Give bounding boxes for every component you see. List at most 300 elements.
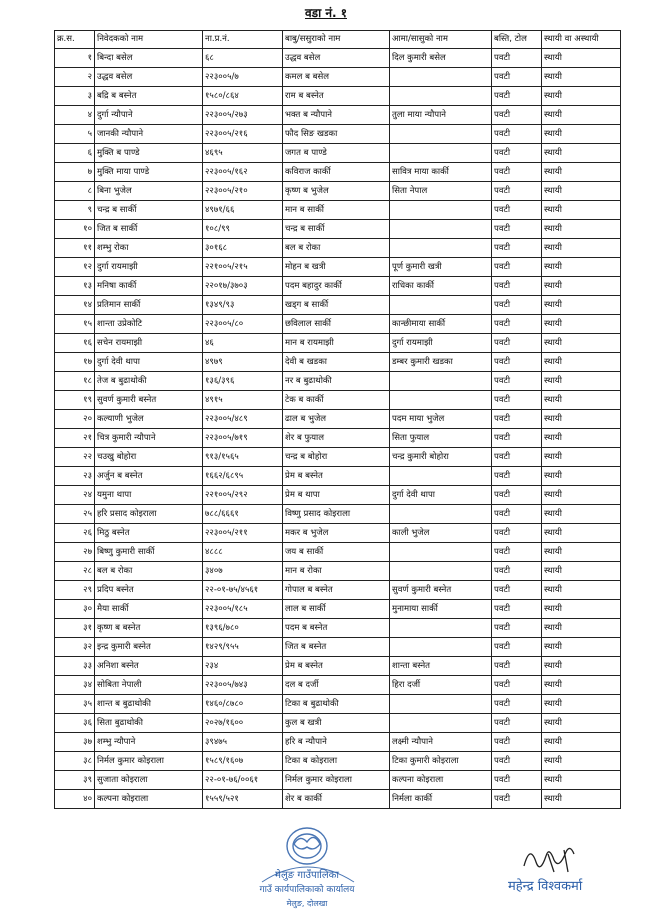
citizenship-no-cell: ४६९५ xyxy=(203,144,283,163)
citizenship-no-cell: २२३००५/७४३ xyxy=(203,676,283,695)
serial-cell: ३३ xyxy=(55,657,95,676)
serial-cell: २९ xyxy=(55,581,95,600)
residency-cell: स्थायी xyxy=(542,524,621,543)
table-row xyxy=(55,600,621,619)
table-row xyxy=(55,144,621,163)
serial-cell: १२ xyxy=(55,258,95,277)
applicant-name-cell: बद्रि ब बस्नेत xyxy=(95,87,203,106)
citizenship-no-cell: २२३००५/१८५ xyxy=(203,600,283,619)
header-settlement: बस्ति, टोल xyxy=(492,31,542,49)
table-row xyxy=(55,277,621,296)
table-row xyxy=(55,505,621,524)
serial-cell: ३९ xyxy=(55,771,95,790)
settlement-cell: पवटी xyxy=(492,258,542,277)
settlement-cell: पवटी xyxy=(492,752,542,771)
applicant-name-cell: बल ब रोका xyxy=(95,562,203,581)
residency-cell: स्थायी xyxy=(542,429,621,448)
settlement-cell: पवटी xyxy=(492,543,542,562)
settlement-cell: पवटी xyxy=(492,68,542,87)
table-row xyxy=(55,771,621,790)
applicant-name-cell: सोबिता नेपाली xyxy=(95,676,203,695)
mother-name-cell: सिता नेपाल xyxy=(390,182,492,201)
table-row xyxy=(55,619,621,638)
serial-cell: ३७ xyxy=(55,733,95,752)
father-name-cell: कृष्ण ब भुजेल xyxy=(283,182,390,201)
mother-name-cell xyxy=(390,467,492,486)
serial-cell: २३ xyxy=(55,467,95,486)
table-row xyxy=(55,106,621,125)
serial-cell: १५ xyxy=(55,315,95,334)
residency-cell: स्थायी xyxy=(542,790,621,809)
mother-name-cell xyxy=(390,505,492,524)
citizenship-no-cell: ४९७१/६६ xyxy=(203,201,283,220)
citizenship-no-cell: २२३००५/७१९ xyxy=(203,429,283,448)
settlement-cell: पवटी xyxy=(492,87,542,106)
mother-name-cell: शान्ता बस्नेत xyxy=(390,657,492,676)
citizenship-no-cell: २२०१७/३७०३ xyxy=(203,277,283,296)
settlement-cell: पवटी xyxy=(492,429,542,448)
applicant-name-cell: कृष्ण ब बस्नेत xyxy=(95,619,203,638)
citizenship-no-cell: २०२७/१६०० xyxy=(203,714,283,733)
applicant-name-cell: अर्जुन ब बस्नेत xyxy=(95,467,203,486)
citizenship-no-cell: ४८८८ xyxy=(203,543,283,562)
applicant-name-cell: सचेन रायमाझी xyxy=(95,334,203,353)
settlement-cell: पवटी xyxy=(492,391,542,410)
settlement-cell: पवटी xyxy=(492,296,542,315)
settlement-cell: पवटी xyxy=(492,334,542,353)
mother-name-cell: सिता फुयाल xyxy=(390,429,492,448)
father-name-cell: छविलाल सार्की xyxy=(283,315,390,334)
citizenship-no-cell: २२१००५/२१५ xyxy=(203,258,283,277)
table-row xyxy=(55,372,621,391)
serial-cell: २७ xyxy=(55,543,95,562)
father-name-cell: फौद सिङ खडका xyxy=(283,125,390,144)
mother-name-cell: लक्ष्मी न्यौपाने xyxy=(390,733,492,752)
table-row xyxy=(55,410,621,429)
mother-name-cell xyxy=(390,144,492,163)
signature-scribble xyxy=(504,836,624,906)
citizenship-no-cell: १५८९/१६०७ xyxy=(203,752,283,771)
applicant-name-cell: चउखु बोहोरा xyxy=(95,448,203,467)
mother-name-cell xyxy=(390,201,492,220)
table-row xyxy=(55,87,621,106)
father-name-cell: प्रेम ब बस्नेत xyxy=(283,467,390,486)
residency-cell: स्थायी xyxy=(542,125,621,144)
signatory-name: महेन्द्र विश्वकर्मा xyxy=(508,879,583,894)
ward-title: वडा नं. १ xyxy=(304,6,347,20)
father-name-cell: गोपाल ब बस्नेत xyxy=(283,581,390,600)
citizenship-no-cell: २२३००५/४८९ xyxy=(203,410,283,429)
applicant-name-cell: दुर्गा देवी थापा xyxy=(95,353,203,372)
mother-name-cell: सुवर्ण कुमारी बस्नेत xyxy=(390,581,492,600)
residency-cell: स्थायी xyxy=(542,448,621,467)
table-row xyxy=(55,676,621,695)
serial-cell: १३ xyxy=(55,277,95,296)
settlement-cell: पवटी xyxy=(492,676,542,695)
settlement-cell: पवटी xyxy=(492,125,542,144)
serial-cell: २५ xyxy=(55,505,95,524)
citizenship-no-cell: २२३००५/२१० xyxy=(203,182,283,201)
mother-name-cell xyxy=(390,125,492,144)
applicant-name-cell: तेज ब बुढाथोकी xyxy=(95,372,203,391)
father-name-cell: बल ब रोका xyxy=(283,239,390,258)
mother-name-cell xyxy=(390,239,492,258)
table-row xyxy=(55,429,621,448)
applicant-name-cell: सुजाता कोइराला xyxy=(95,771,203,790)
applicant-name-cell: मुक्ति माया पाण्डे xyxy=(95,163,203,182)
mother-name-cell xyxy=(390,619,492,638)
serial-cell: ३० xyxy=(55,600,95,619)
serial-cell: १८ xyxy=(55,372,95,391)
applicant-name-cell: सिता बुढाथोकी xyxy=(95,714,203,733)
residency-cell: स्थायी xyxy=(542,296,621,315)
table-row xyxy=(55,733,621,752)
residency-cell: स्थायी xyxy=(542,182,621,201)
residency-cell: स्थायी xyxy=(542,372,621,391)
applicant-name-cell: मैया सार्की xyxy=(95,600,203,619)
mother-name-cell: तुला माया न्यौपाने xyxy=(390,106,492,125)
settlement-cell: पवटी xyxy=(492,163,542,182)
citizenship-no-cell: १५८०/८६४ xyxy=(203,87,283,106)
father-name-cell: टिका ब कोइराला xyxy=(283,752,390,771)
citizenship-no-cell: २२३००५/७ xyxy=(203,68,283,87)
applicant-name-cell: हरि प्रसाद कोइराला xyxy=(95,505,203,524)
applicant-name-cell: जित ब सार्की xyxy=(95,220,203,239)
citizenship-no-cell: ३०१६८ xyxy=(203,239,283,258)
serial-cell: ३४ xyxy=(55,676,95,695)
table-row xyxy=(55,258,621,277)
serial-cell: ३२ xyxy=(55,638,95,657)
applicant-name-cell: यमुना थापा xyxy=(95,486,203,505)
citizenship-no-cell: १०८/९९ xyxy=(203,220,283,239)
applicant-name-cell: मिठु बस्नेत xyxy=(95,524,203,543)
serial-cell: २६ xyxy=(55,524,95,543)
settlement-cell: पवटी xyxy=(492,695,542,714)
serial-cell: २४ xyxy=(55,486,95,505)
father-name-cell: भक्त ब न्यौपाने xyxy=(283,106,390,125)
applicant-name-cell: शम्भु रोका xyxy=(95,239,203,258)
residency-cell: स्थायी xyxy=(542,695,621,714)
father-name-cell: शेर ब फुयाल xyxy=(283,429,390,448)
residency-cell: स्थायी xyxy=(542,505,621,524)
applicant-name-cell: प्रतिमान सार्की xyxy=(95,296,203,315)
father-name-cell: उद्धव बसेल xyxy=(283,49,390,68)
settlement-cell: पवटी xyxy=(492,106,542,125)
citizenship-no-cell: २२३००५/१६२ xyxy=(203,163,283,182)
table-row xyxy=(55,296,621,315)
table-row xyxy=(55,638,621,657)
mother-name-cell xyxy=(390,562,492,581)
mother-name-cell xyxy=(390,543,492,562)
father-name-cell: चन्द्र ब बोहोरा xyxy=(283,448,390,467)
serial-cell: ४० xyxy=(55,790,95,809)
settlement-cell: पवटी xyxy=(492,486,542,505)
father-name-cell: विष्णु प्रसाद कोइराला xyxy=(283,505,390,524)
mother-name-cell: कान्छीमाया सार्की xyxy=(390,315,492,334)
applicant-name-cell: कल्याणी भुजेल xyxy=(95,410,203,429)
table-row xyxy=(55,524,621,543)
serial-cell: ६ xyxy=(55,144,95,163)
father-name-cell: मान ब सार्की xyxy=(283,201,390,220)
settlement-cell: पवटी xyxy=(492,733,542,752)
settlement-cell: पवटी xyxy=(492,657,542,676)
residency-cell: स्थायी xyxy=(542,334,621,353)
citizenship-no-cell: १५५९/५२१ xyxy=(203,790,283,809)
serial-cell: १९ xyxy=(55,391,95,410)
father-name-cell: चन्द्र ब सार्की xyxy=(283,220,390,239)
table-row xyxy=(55,239,621,258)
settlement-cell: पवटी xyxy=(492,353,542,372)
serial-cell: ३१ xyxy=(55,619,95,638)
applicant-name-cell: प्रदिप बस्नेत xyxy=(95,581,203,600)
applicant-name-cell: अनिशा बस्नेत xyxy=(95,657,203,676)
settlement-cell: पवटी xyxy=(492,771,542,790)
residency-cell: स्थायी xyxy=(542,638,621,657)
citizenship-no-cell: २२३००५/२७३ xyxy=(203,106,283,125)
applicant-name-cell: दुर्गा रायमाझी xyxy=(95,258,203,277)
father-name-cell: राम ब बस्नेत xyxy=(283,87,390,106)
citizenship-no-cell: ३९४७५ xyxy=(203,733,283,752)
mother-name-cell xyxy=(390,638,492,657)
citizenship-no-cell: ३४०७ xyxy=(203,562,283,581)
father-name-cell: कुल ब खत्री xyxy=(283,714,390,733)
municipality-seal xyxy=(232,820,382,910)
applicant-name-cell: जानकी न्यौपाने xyxy=(95,125,203,144)
mother-name-cell: टिका कुमारी कोइराला xyxy=(390,752,492,771)
serial-cell: ३५ xyxy=(55,695,95,714)
mother-name-cell: चन्द्र कुमारी बोहोरा xyxy=(390,448,492,467)
father-name-cell: पदम बहादुर कार्की xyxy=(283,277,390,296)
table-row xyxy=(55,220,621,239)
serial-cell: २ xyxy=(55,68,95,87)
header-father-name: बाबु/ससुराको नाम xyxy=(283,31,390,49)
father-name-cell: मोहन ब खत्री xyxy=(283,258,390,277)
settlement-cell: पवटी xyxy=(492,182,542,201)
residency-cell: स्थायी xyxy=(542,106,621,125)
serial-cell: १ xyxy=(55,49,95,68)
settlement-cell: पवटी xyxy=(492,524,542,543)
settlement-cell: पवटी xyxy=(492,220,542,239)
residency-cell: स्थायी xyxy=(542,562,621,581)
settlement-cell: पवटी xyxy=(492,581,542,600)
table-row xyxy=(55,201,621,220)
residency-cell: स्थायी xyxy=(542,391,621,410)
header-residency: स्थायी वा अस्थायी xyxy=(542,31,621,49)
settlement-cell: पवटी xyxy=(492,467,542,486)
serial-cell: ३८ xyxy=(55,752,95,771)
residency-cell: स्थायी xyxy=(542,68,621,87)
applicant-table xyxy=(54,30,621,809)
settlement-cell: पवटी xyxy=(492,790,542,809)
table-row xyxy=(55,562,621,581)
residency-cell: स्थायी xyxy=(542,201,621,220)
citizenship-no-cell: २२३००५/२१६ xyxy=(203,125,283,144)
serial-cell: २८ xyxy=(55,562,95,581)
table-header-row xyxy=(55,31,621,49)
residency-cell: स्थायी xyxy=(542,315,621,334)
mother-name-cell xyxy=(390,220,492,239)
mother-name-cell xyxy=(390,68,492,87)
serial-cell: २१ xyxy=(55,429,95,448)
applicant-name-cell: बिना भुजेल xyxy=(95,182,203,201)
serial-cell: ३ xyxy=(55,87,95,106)
residency-cell: स्थायी xyxy=(542,619,621,638)
table-row xyxy=(55,752,621,771)
table-row xyxy=(55,486,621,505)
mother-name-cell xyxy=(390,87,492,106)
father-name-cell: खड्ग ब सार्की xyxy=(283,296,390,315)
serial-cell: २२ xyxy=(55,448,95,467)
father-name-cell: मान ब रायमाझी xyxy=(283,334,390,353)
father-name-cell: ढाल ब भुजेल xyxy=(283,410,390,429)
father-name-cell: जगत ब पाण्डे xyxy=(283,144,390,163)
applicant-name-cell: बिष्णु कुमारी सार्की xyxy=(95,543,203,562)
citizenship-no-cell: २२-०१-७६/००६१ xyxy=(203,771,283,790)
mother-name-cell: राधिका कार्की xyxy=(390,277,492,296)
father-name-cell: प्रेम ब बस्नेत xyxy=(283,657,390,676)
table-row xyxy=(55,353,621,372)
mother-name-cell: दिल कुमारी बसेल xyxy=(390,49,492,68)
header-serial: क्र.स. xyxy=(55,31,95,49)
father-name-cell: टिका ब बुढाथोकी xyxy=(283,695,390,714)
serial-cell: १४ xyxy=(55,296,95,315)
applicant-name-cell: चन्द्र ब सार्की xyxy=(95,201,203,220)
table-row xyxy=(55,163,621,182)
mother-name-cell: सावित्र माया कार्की xyxy=(390,163,492,182)
applicant-name-cell: मुक्ति ब पाण्डे xyxy=(95,144,203,163)
father-name-cell: मकर ब भुजेल xyxy=(283,524,390,543)
father-name-cell: देवी ब खडका xyxy=(283,353,390,372)
settlement-cell: पवटी xyxy=(492,49,542,68)
header-mother-name: आमा/सासुको नाम xyxy=(390,31,492,49)
residency-cell: स्थायी xyxy=(542,752,621,771)
residency-cell: स्थायी xyxy=(542,600,621,619)
citizenship-no-cell: १४२९/९५५ xyxy=(203,638,283,657)
father-name-cell: जय ब सार्की xyxy=(283,543,390,562)
residency-cell: स्थायी xyxy=(542,220,621,239)
father-name-cell: मान ब रोका xyxy=(283,562,390,581)
mother-name-cell: काली भुजेल xyxy=(390,524,492,543)
citizenship-no-cell: २२३००५/२११ xyxy=(203,524,283,543)
serial-cell: ९ xyxy=(55,201,95,220)
settlement-cell: पवटी xyxy=(492,448,542,467)
citizenship-no-cell: २२१००५/२९२ xyxy=(203,486,283,505)
father-name-cell: जित ब बस्नेत xyxy=(283,638,390,657)
table-row xyxy=(55,49,621,68)
residency-cell: स्थायी xyxy=(542,657,621,676)
settlement-cell: पवटी xyxy=(492,372,542,391)
settlement-cell: पवटी xyxy=(492,600,542,619)
settlement-cell: पवटी xyxy=(492,144,542,163)
citizenship-no-cell: १३६/३९६ xyxy=(203,372,283,391)
father-name-cell: लाल ब सार्की xyxy=(283,600,390,619)
citizenship-no-cell: ७८८/६६६१ xyxy=(203,505,283,524)
table-row xyxy=(55,543,621,562)
settlement-cell: पवटी xyxy=(492,410,542,429)
applicant-name-cell: शान्ता उप्रेकोटि xyxy=(95,315,203,334)
residency-cell: स्थायी xyxy=(542,581,621,600)
father-name-cell: नर ब बुढाथोकी xyxy=(283,372,390,391)
citizenship-no-cell: ४९७९ xyxy=(203,353,283,372)
residency-cell: स्थायी xyxy=(542,676,621,695)
table-row xyxy=(55,467,621,486)
residency-cell: स्थायी xyxy=(542,49,621,68)
applicant-name-cell: उद्धव बसेल xyxy=(95,68,203,87)
mother-name-cell xyxy=(390,391,492,410)
settlement-cell: पवटी xyxy=(492,638,542,657)
citizenship-no-cell: १६६२/६८९५ xyxy=(203,467,283,486)
header-citizenship-no: ना.प्र.नं. xyxy=(203,31,283,49)
mother-name-cell xyxy=(390,714,492,733)
mother-name-cell: कल्पना कोइराला xyxy=(390,771,492,790)
citizenship-no-cell: २२३००५/८० xyxy=(203,315,283,334)
father-name-cell: शेर ब कार्की xyxy=(283,790,390,809)
mother-name-cell xyxy=(390,372,492,391)
father-name-cell: हरि ब न्यौपाने xyxy=(283,733,390,752)
seal-line-1: मेलुङ गाउँपालिका xyxy=(275,870,339,881)
table-row xyxy=(55,714,621,733)
citizenship-no-cell: २२-०१-७५/४५६१ xyxy=(203,581,283,600)
serial-cell: १७ xyxy=(55,353,95,372)
residency-cell: स्थायी xyxy=(542,733,621,752)
serial-cell: ५ xyxy=(55,125,95,144)
applicant-name-cell: दुर्गा न्यौपाने xyxy=(95,106,203,125)
applicant-name-cell: निर्मल कुमार कोइराला xyxy=(95,752,203,771)
table-row xyxy=(55,657,621,676)
father-name-cell: निर्मल कुमार कोइराला xyxy=(283,771,390,790)
citizenship-no-cell: १४६०/८७८० xyxy=(203,695,283,714)
applicant-name-cell: मनिषा कार्की xyxy=(95,277,203,296)
mother-name-cell: हिरा दर्जी xyxy=(390,676,492,695)
applicant-name-cell: चित्र कुमारी न्यौपाने xyxy=(95,429,203,448)
applicant-name-cell: सुवर्ण कुमारी बस्नेत xyxy=(95,391,203,410)
header-applicant-name: निवेदकको नाम xyxy=(95,31,203,49)
mother-name-cell: निर्मला कार्की xyxy=(390,790,492,809)
settlement-cell: पवटी xyxy=(492,277,542,296)
residency-cell: स्थायी xyxy=(542,144,621,163)
settlement-cell: पवटी xyxy=(492,619,542,638)
settlement-cell: पवटी xyxy=(492,201,542,220)
settlement-cell: पवटी xyxy=(492,315,542,334)
serial-cell: ३६ xyxy=(55,714,95,733)
serial-cell: १० xyxy=(55,220,95,239)
table-row xyxy=(55,182,621,201)
settlement-cell: पवटी xyxy=(492,562,542,581)
applicant-name-cell: इन्द्र कुमारी बस्नेत xyxy=(95,638,203,657)
applicant-name-cell: शम्भु न्यौपाने xyxy=(95,733,203,752)
mother-name-cell: पदम माया भुजेल xyxy=(390,410,492,429)
citizenship-no-cell: १३४९/९३ xyxy=(203,296,283,315)
residency-cell: स्थायी xyxy=(542,163,621,182)
table-body xyxy=(55,49,621,809)
citizenship-no-cell: ६८ xyxy=(203,49,283,68)
table-row xyxy=(55,125,621,144)
settlement-cell: पवटी xyxy=(492,714,542,733)
seal-line-3: मेलुङ, दोलखा xyxy=(286,899,328,908)
mother-name-cell: मुनामाया सार्की xyxy=(390,600,492,619)
settlement-cell: पवटी xyxy=(492,505,542,524)
residency-cell: स्थायी xyxy=(542,239,621,258)
mother-name-cell xyxy=(390,695,492,714)
serial-cell: ११ xyxy=(55,239,95,258)
mother-name-cell xyxy=(390,296,492,315)
applicant-name-cell: बिन्दा बसेल xyxy=(95,49,203,68)
table-row xyxy=(55,334,621,353)
serial-cell: २० xyxy=(55,410,95,429)
residency-cell: स्थायी xyxy=(542,258,621,277)
serial-cell: ८ xyxy=(55,182,95,201)
applicant-name-cell: कल्पना कोइराला xyxy=(95,790,203,809)
